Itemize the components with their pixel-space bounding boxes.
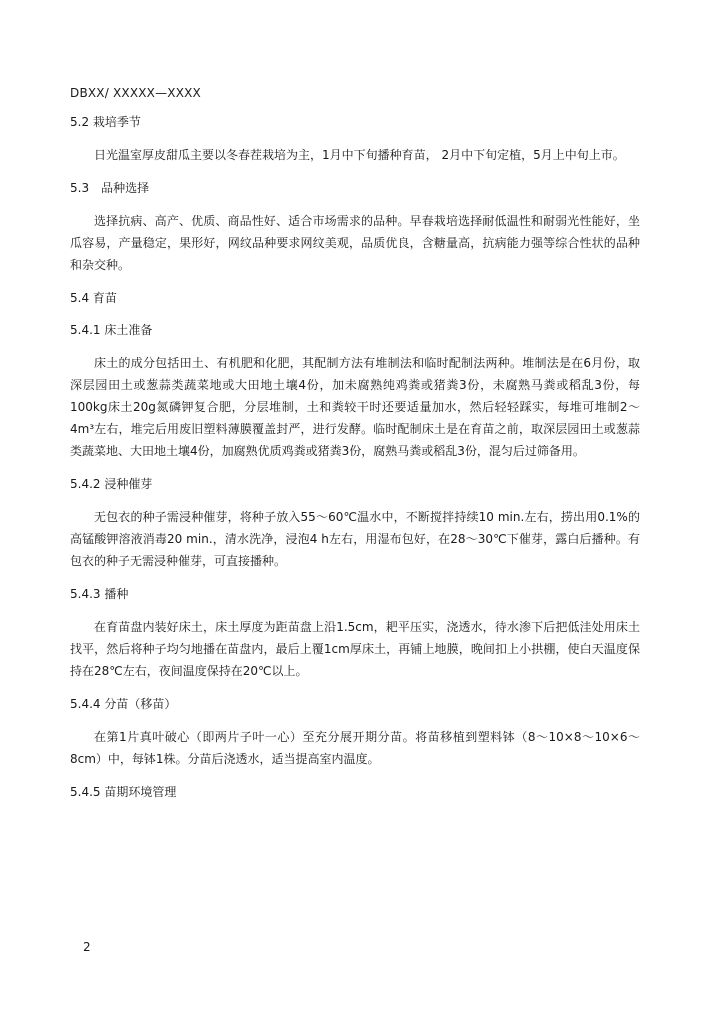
- section-paragraph-5-2: 日光温室厚皮甜瓜主要以冬春茬栽培为主，1月中下旬播种育苗， 2月中下旬定植，5月上中旬上市。: [94, 148, 625, 162]
- page-number: 2: [83, 940, 91, 954]
- section-paragraph-5-4-3: 在育苗盘内装好床土，床土厚度为距苗盘上沿1.5cm，耙平压实，浇透水，待水渗下后把低洼处用床土找平，然后将种子均匀地播在苗盘内，最后上覆1cm厚床土，再铺上地膜，晚间扣上小拱棚，使白天温度保持在28℃左右，夜间温度保持在20℃以上。: [70, 620, 640, 678]
- document-body: [70, 112, 640, 814]
- section-heading-5-3: 5.3 品种选择: [70, 181, 150, 195]
- section-heading-5-4-1: 5.4.1 床土准备: [70, 323, 153, 337]
- section-paragraph-5-4-4: 在第1片真叶破心（即两片子叶一心）至充分展开期分苗。将苗移植到塑料钵（8～10×8～10×6～8cm）中，每钵1株。分苗后浇透水，适当提高室内温度。: [70, 730, 640, 766]
- section-heading-5-4-3: 5.4.3 播种: [70, 587, 129, 601]
- section-heading-5-4-5: 5.4.5 苗期环境管理: [70, 785, 177, 799]
- section-heading-5-4-4: 5.4.4 分苗（移苗）: [70, 697, 177, 711]
- section-paragraph-5-4-1: 床土的成分包括田土、有机肥和化肥，其配制方法有堆制法和临时配制法两种。堆制法是在6月份，取深层园田土或葱蒜类蔬菜地或大田地土壤4份，加未腐熟纯鸡粪或猪粪3份，未腐熟马粪或稻乱3份，每100kg床土20g氮磷钾复合肥，分层堆制，土和粪较干时还要适量加水，然后轻轻踩实，每堆可堆制2～4m³左右，堆完后用废旧塑料薄膜覆盖封严，进行发酵。临时配制床土是在育苗之前，取深层园田土或葱蒜类蔬菜地、大田地土壤4份，加腐熟优质鸡粪或猪粪3份，腐熟马粪或稻乱3份，混匀后过筛备用。: [70, 356, 640, 458]
- section-paragraph-5-4-2: 无包衣的种子需浸种催芽，将种子放入55～60℃温水中，不断搅拌持续10 min.左右，捞出用0.1%的高锰酸钾溶液消毒20 min.，清水洗净，浸泡4 h左右，用湿布包好，在28～30℃下催芽，露白后播种。有包衣的种子无需浸种催芽，可直接播种。: [70, 510, 640, 568]
- section-heading-5-2: 5.2 栽培季节: [70, 115, 141, 129]
- section-paragraph-5-3: 选择抗病、高产、优质、商品性好、适合市场需求的品种。早春栽培选择耐低温性和耐弱光性能好，坐瓜容易，产量稳定，果形好，网纹品种要求网纹美观，品质优良，含糖量高，抗病能力强等综合性状的品种和杂交种。: [70, 214, 640, 272]
- document-id: DBXX/ XXXXX—XXXX: [70, 86, 201, 100]
- section-heading-5-4: 5.4 育苗: [70, 291, 117, 305]
- section-heading-5-4-2: 5.4.2 浸种催芽: [70, 477, 153, 491]
